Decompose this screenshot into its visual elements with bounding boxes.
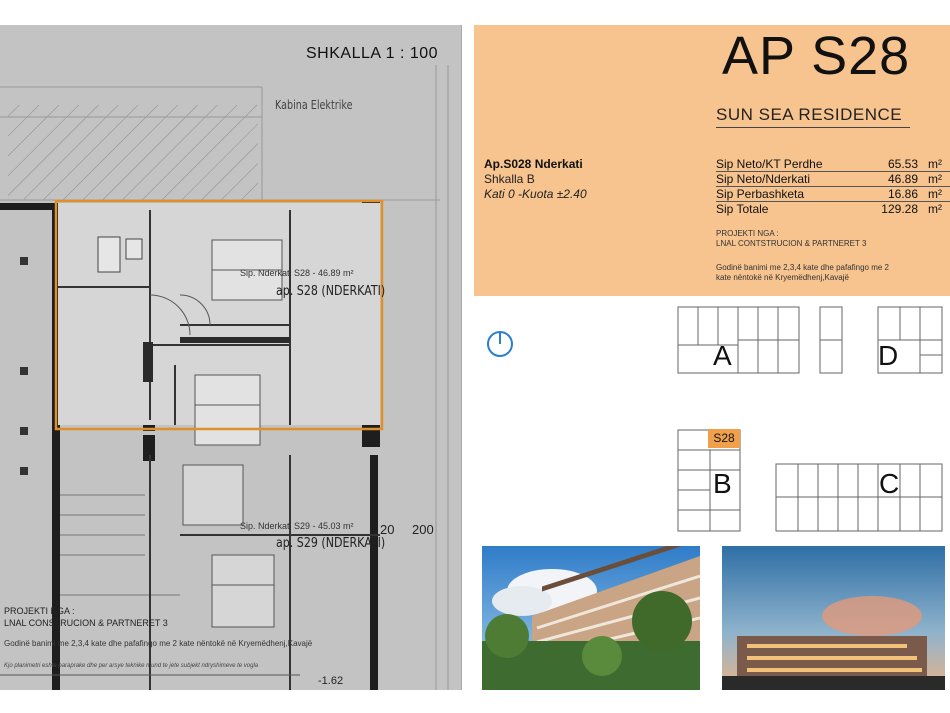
- area-row-label: Sip Neto/Nderkati: [716, 172, 811, 186]
- rendering-photo-dusk: [722, 546, 945, 690]
- area-row-value: 16.86: [887, 187, 918, 201]
- project-by-line2: LNAL CONTSTRUCION & PARTNERET 3: [716, 239, 867, 248]
- project-description-line1: Godinë banimi me 2,3,4 kate dhe pafafingo me 2: [716, 263, 889, 272]
- level-marker: -1.62: [318, 675, 344, 687]
- s28-apt-label: ap. S28 (NDERKATI): [276, 284, 386, 299]
- dimension-20: 20: [380, 522, 395, 537]
- block-d-label: D: [878, 340, 899, 371]
- unit-floor: Kati 0 -Kuota ±2.40: [484, 187, 587, 201]
- area-row-label: Sip Perbashketa: [716, 187, 805, 201]
- cabin-label: Kabina Elektrike: [275, 98, 353, 112]
- area-row-value: 46.89: [887, 172, 918, 186]
- area-row-value: 65.53: [887, 157, 918, 171]
- block-b-label: B: [713, 468, 732, 499]
- apartment-code: AP S28: [722, 26, 911, 86]
- s29-apt-label: ap. S29 (NDERKATI): [276, 536, 386, 551]
- s29-area-label: Sip. Nderkati S29 - 45.03 m²: [240, 521, 354, 531]
- area-row-label: Sip Neto/KT Perdhe: [716, 157, 823, 171]
- plan-credit-line2: LNAL CONSTRUCION & PARTNERET 3: [4, 618, 168, 628]
- scale-label: SHKALLA 1 : 100: [306, 45, 439, 62]
- plan-disclaimer: Kjo planimetri eshte paraprake dhe per arsye teknike mund te jete subjekt ndryshimeve te vogla: [4, 663, 259, 669]
- block-c-label: C: [879, 468, 900, 499]
- unit-stair: Shkalla B: [484, 172, 535, 186]
- plan-credit-line1: PROJEKTI NGA :: [4, 606, 75, 616]
- area-row-label: Sip Totale: [716, 202, 769, 216]
- area-row-unit: m²: [928, 172, 942, 186]
- area-row-unit: m²: [928, 157, 942, 171]
- project-by-line1: PROJEKTI NGA :: [716, 229, 779, 238]
- area-row-unit: m²: [928, 187, 942, 201]
- s28-area-label: Sip. Nderkati S28 - 46.89 m²: [240, 268, 354, 278]
- plan-note: Godinë banimi me 2,3,4 kate dhe pafafingo me 2 kate nëntokë në Kryemëdhenj,Kavajë: [4, 639, 313, 648]
- block-a-label: A: [713, 340, 732, 371]
- area-row-unit: m²: [928, 202, 942, 216]
- dimension-200: 200: [412, 522, 434, 537]
- area-row-value: 129.28: [881, 202, 918, 216]
- rendering-photo-day: [482, 546, 700, 690]
- project-name: SUN SEA RESIDENCE: [716, 105, 903, 124]
- unit-name: Ap.S028 Nderkati: [484, 157, 583, 171]
- s28-highlight-badge: S28: [708, 429, 740, 448]
- project-description-line2: kate nëntokë në Kryemëdhenj,Kavajë: [716, 273, 849, 282]
